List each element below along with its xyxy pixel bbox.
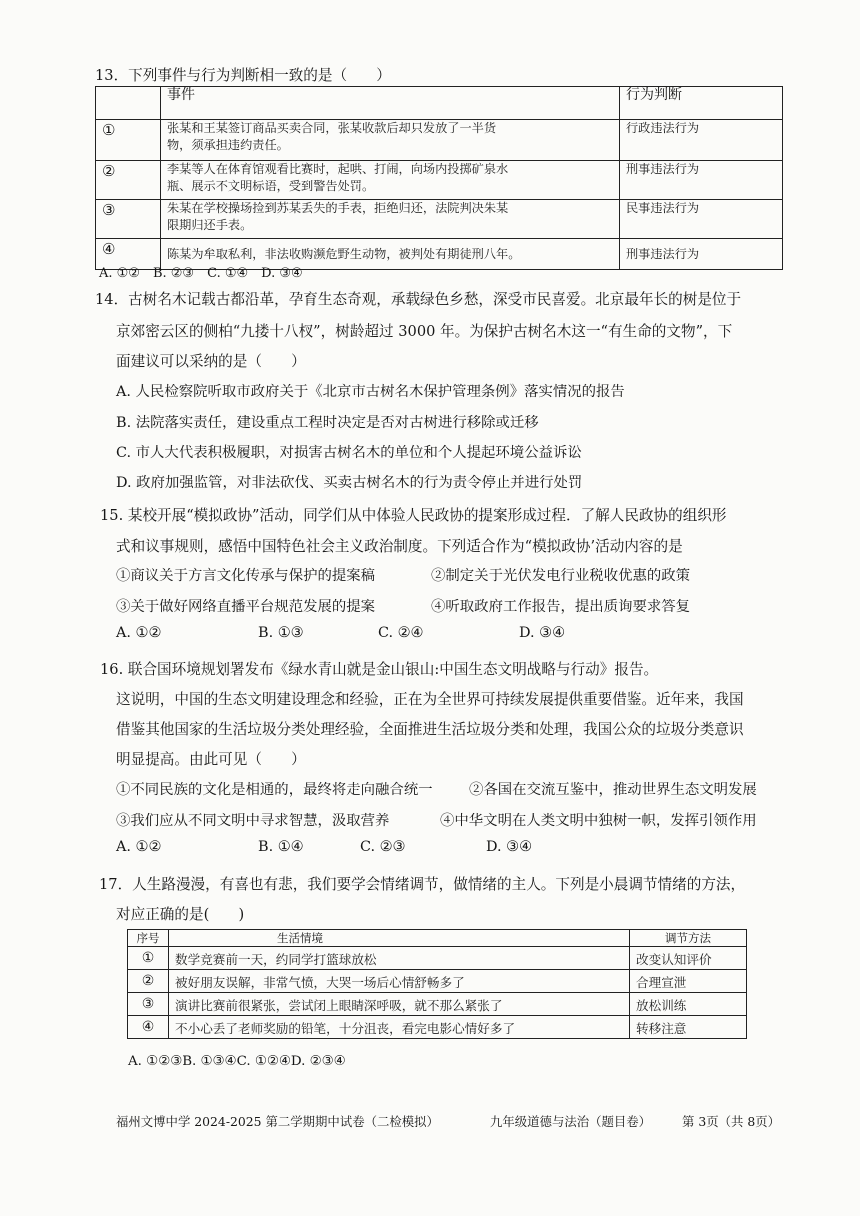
footer-page-number: 第 3页（共 8页） [682,1114,780,1129]
row-method: 合理宣泄 [630,970,747,993]
row-judgement: 刑事违法行为 [620,161,783,200]
row-judgement: 民事违法行为 [620,200,783,239]
q17-line1: 17．人生路漫漫，有喜也有悲，我们要学会情绪调节，做情绪的主人。下列是小晨调节情绪的方法， [99,876,746,893]
header-judgement-cell [620,87,783,120]
table-row [96,120,783,161]
q16-item3: ③我们应从不同文明中寻求智慧，汲取营养 [116,813,390,829]
q16-option-d: D. ③④ [486,839,532,855]
row-judgement: 刑事违法行为 [620,239,783,270]
table-header-row [96,87,783,120]
table-row [128,970,747,993]
footer-school: 福州文博中学 2024-2025 第二学期期中试卷（二检模拟） [116,1114,439,1129]
table-row [96,200,783,239]
event-line: 瓶、展示不文明标语，受到警告处罚。 [167,179,375,193]
q14-option-a: A. 人民检察院听取市政府关于《北京市古树名木保护管理条例》落实情况的报告 [116,384,625,400]
row-event [161,200,620,239]
q14-line3: 面建议可以采纳的是（ ） [116,353,306,370]
row-num: ① [128,947,169,970]
q16-item1: ①不同民族的文化是相通的，最终将走向融合统一 [116,782,433,798]
row-num: ④ [96,239,161,270]
table-row [128,947,747,970]
row-num: ① [96,120,161,161]
row-judgement: 行政违法行为 [620,120,783,161]
q15-item3: ③关于做好网络直播平台规范发展的提案 [116,599,376,615]
table-header-row [128,930,747,947]
event-line: 李某等人在体育馆观看比赛时，起哄、打闹，向场内投掷矿泉水 [167,162,509,176]
row-num: ② [128,970,169,993]
q15-item4: ④听取政府工作报告，提出质询要求答复 [431,599,691,615]
q16-option-a: A. ①② [116,839,162,855]
event-line: 限期归还手表。 [167,218,253,232]
event-line: 张某和王某签订商品买卖合同，张某收款后却只发放了一半货 [167,121,497,135]
row-method: 放松训练 [630,993,747,1016]
header-scene: 生活情境 [169,930,630,947]
q16-option-b: B. ①④ [258,839,304,855]
event-line: 朱某在学校操场捡到苏某丢失的手表，拒绝归还，法院判决朱某 [167,201,509,215]
q15-option-a: A. ①② [116,625,162,641]
q16-item4: ④中华文明在人类文明中独树一帜，发挥引领作用 [440,813,757,829]
q16-line4: 明显提高。由此可见（ ） [116,751,306,768]
row-event [161,161,620,200]
row-num: ② [96,161,161,200]
table-row [96,161,783,200]
q15-item1: ①商议关于方言文化传承与保护的提案稿 [116,568,376,584]
q16-item2: ②各国在交流互鉴中，推动世界生态文明发展 [469,782,757,798]
row-scene: 被好朋友误解，非常气愤，大哭一场后心情舒畅多了 [169,970,630,993]
q15-option-c: C. ②④ [378,625,424,641]
event-line: 陈某为牟取私利，非法收购濒危野生动物，被判处有期徒刑八年。 [167,246,521,261]
q15-item2: ②制定关于光伏发电行业税收优惠的政策 [431,568,691,584]
q15-option-d: D. ③④ [519,625,565,641]
header-event-cell [161,87,620,120]
header-method: 调节方法 [630,930,747,947]
q14-option-b: B. 法院落实责任，建设重点工程时决定是否对古树进行移除或迁移 [116,415,539,431]
row-method: 改变认知评价 [630,947,747,970]
header-judgement: 行为判断 [626,87,682,103]
q16-option-c: C. ②③ [360,839,406,855]
q14-line1: 14．古树名木记载古都沿革，孕育生态奇观，承载绿色乡愁，深受市民喜爱。北京最年长的树是位于 [95,291,742,308]
footer-subject: 九年级道德与法治（题目卷） [490,1114,652,1129]
row-scene: 不小心丢了老师奖励的铅笔，十分沮丧，看完电影心情好多了 [169,1016,630,1039]
row-scene: 演讲比赛前很紧张，尝试闭上眼睛深呼吸，就不那么紧张了 [169,993,630,1016]
q14-line2: 京郊密云区的侧柏“九搂十八杈”，树龄超过 3000 年。为保护古树名木这一“有生命的文物”，下 [116,323,733,340]
q17-line2: 对应正确的是( ) [116,906,245,923]
row-num: ③ [96,200,161,239]
q16-line1: 16. 联合国环境规划署发布《绿水青山就是金山银山:中国生态文明战略与行动》报告。 [100,661,659,678]
q15-line1: 15. 某校开展“模拟政协”活动，同学们从中体验人民政协的提案形成过程．了解人民政协的组织形 [100,507,727,524]
q14-option-d: D. 政府加强监管，对非法砍伐、买卖古树名木的行为责令停止并进行处罚 [116,475,583,491]
event-line: 物，须承担违约责任。 [167,138,289,152]
row-event [161,120,620,161]
q15-option-b: B. ①③ [258,625,304,641]
q13-table [95,86,783,270]
q15-line2: 式和议事规则，感悟中国特色社会主义政治制度。下列适合作为“模拟政协’活动内容的是 [116,538,683,555]
row-method: 转移注意 [630,1016,747,1039]
q16-line2: 这说明，中国的生态文明建设理念和经验，正在为全世界可持续发展提供重要借鉴。近年来，我国 [116,691,744,708]
table-row [128,1016,747,1039]
header-num-cell [96,87,161,120]
q13-options: A. ①② B. ②③ C. ①④ D. ③④ [99,266,303,281]
q14-option-c: C. 市人大代表积极履职，对损害古树名木的单位和个人提起环境公益诉讼 [116,445,582,461]
row-num: ③ [128,993,169,1016]
header-num: 序号 [128,930,169,947]
row-scene: 数学竞赛前一天，约同学打篮球放松 [169,947,630,970]
table-row [128,993,747,1016]
row-num: ④ [128,1016,169,1039]
q17-options: A. ①②③B. ①③④C. ①②④D. ②③④ [128,1054,346,1069]
q16-line3: 借鉴其他国家的生活垃圾分类处理经验，全面推进生活垃圾分类和处理，我国公众的垃圾分类意识 [116,721,744,738]
q17-table [127,929,747,1039]
q13-stem: 13．下列事件与行为判断相一致的是（ ） [95,67,391,84]
header-event: 事件 [167,87,195,103]
